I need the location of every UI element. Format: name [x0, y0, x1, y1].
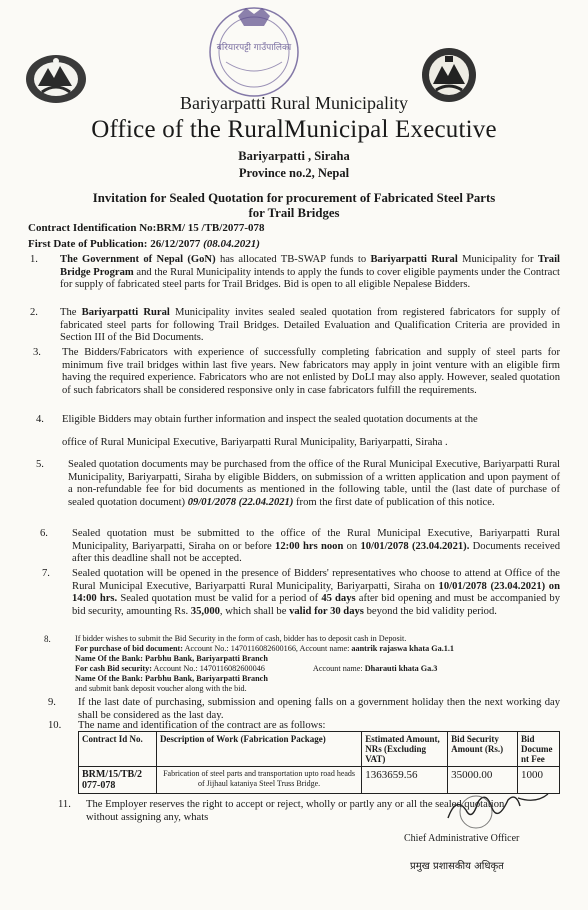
item-number-1: 1. — [30, 254, 38, 265]
item-11: The Employer reserves the right to accept or reject, wholly or partly any or all the sealed quotation without assigning any, whats — [86, 799, 505, 823]
item-6: Sealed quotation must be submitted to the office of the Rural Municipal Executive, Bariyarpatti Rural Municipality, Bariyarpatti, Siraha on or before 12:00 hrs noon on 10/01/2078 (23.04.2021). Documents received after this deadline shall not be accepted. — [72, 528, 560, 565]
seal-text: बरियारपट्टी गाउँपालिका — [216, 43, 292, 53]
cell-bid-security: 35000.00 — [448, 767, 518, 794]
item-number-8: 8. — [44, 634, 51, 644]
item-10: The name and identification of the contract are as follows: — [78, 720, 326, 731]
municipality-name: Bariyarpatti Rural Municipality — [180, 93, 408, 113]
item-4b: office of Rural Municipal Executive, Bariyarpatti Rural Municipality, Bariyarpatti, Siraha . — [62, 437, 448, 448]
item-number-4: 4. — [36, 414, 44, 425]
cell-description: Fabrication of steel parts and transportation upto road heads of Jijhaul kataniya Steel Truss Bridge. — [156, 767, 361, 794]
signatory-title: Chief Administrative Officer — [404, 833, 520, 844]
item-number-11: 11. — [58, 799, 71, 810]
item-8: If bidder wishes to submit the Bid Security in the form of cash, bidder has to deposit cash in Deposit. For purchase of bid document: Account No.: 1470116082600166, Account name: aantrik rajaswa khata Ga.1.1 Name Of the Bank: Parbhu Bank, Bariyarpatti Branch For cash Bid security: Account No.: 1470116082600046 Account name: Dharauti khata Ga.3 Name Of the Bank: Parbhu Bank, Bariyarpatti Branch and submit bank deposit voucher along with the bid. — [75, 634, 454, 693]
cell-bid-doc-fee: 1000 — [517, 767, 559, 794]
item-7: Sealed quotation will be opened in the presence of Bidders' representatives who choose to attend at Office of the Rural Municipal Executive, Bariyarpatti Rural Municipality, Bariyarpatti, Siraha on 10/01/2078 (23.04.2021) on 14:00 hrs. Sealed quotation must be valid for a period of 45 days after bid opening and must be accompanied by bid security, amounting Rs. 35,000, which shall be valid for 30 days beyond the bid validity period. — [72, 568, 561, 617]
item-4a: Eligible Bidders may obtain further information and inspect the sealed quotation documents at the — [62, 414, 478, 425]
table-header-row — [79, 732, 560, 767]
col-description: Description of Work (Fabrication Package) — [156, 732, 361, 767]
item-number-6: 6. — [40, 528, 48, 539]
official-seal-stamp — [188, 0, 320, 102]
col-bid-doc-fee: Bid Docume nt Fee — [517, 732, 559, 767]
cell-contract-id: BRM/15/TB/2 077-078 — [79, 767, 157, 794]
province: Province no.2, Nepal — [238, 166, 350, 180]
item-number-10: 10. — [48, 720, 62, 731]
contract-table — [78, 731, 560, 794]
item-number-7: 7. — [42, 568, 50, 579]
item-number-5: 5. — [36, 459, 44, 470]
item-3: The Bidders/Fabricators with experience of successfully completing fabrication and supply of steel parts for minimum five trail bridges within last five years. New fabricators may apply in joint venture with an eligible firm having the required experience. Fabricators who are not enlisted by DoLI may also apply. However, sealed quotation of such fabricators shall be considered responsive only in case fabricators fulfill the requirements. — [62, 347, 560, 396]
cell-estimated-amount: 1363659.56 — [362, 767, 448, 794]
col-estimated-amount: Estimated Amount, NRs (Excluding VAT) — [362, 732, 448, 767]
notice-title: Invitation for Sealed Quotation for procurement of Fabricated Steel Parts for Trail Bridges — [92, 191, 496, 220]
publication-date: First Date of Publication: 26/12/2077 (08.04.2021) — [28, 238, 260, 250]
item-2: The Bariyarpatti Rural Municipality invites sealed sealed quotation from registered fabricators for supply of fabricated steel parts for following Trail Bridges. Detailed Evaluation and Qualification Criteria are provided in Section III of the Bid Documents. — [60, 307, 560, 344]
col-contract-id: Contract Id No. — [79, 732, 157, 767]
contract-identification: Contract Identification No:BRM/ 15 /TB/2077-078 — [28, 222, 265, 234]
item-number-9: 9. — [48, 697, 56, 708]
item-number-3: 3. — [33, 347, 41, 358]
item-9: If the last date of purchasing, submission and opening falls on a government holiday then the next working day shall be considered as the last day. — [78, 697, 560, 721]
location: Bariyarpatti , Siraha — [238, 149, 350, 163]
office-name: Office of the RuralMunicipal Executive — [91, 116, 497, 143]
item-1: The Government of Nepal (GoN) has allocated TB-SWAP funds to Bariyarpatti Rural Municipality for Trail Bridge Program and the Rural Municipality intends to apply the funds to cover eligible payments under the Contract for supply of fabricated steel parts for Trail Bridges. Bid is open to all eligible Nepalese Bidders. — [60, 254, 561, 291]
signatory-title-nepali: प्रमुख प्रशासकीय अधिकृत — [410, 861, 504, 872]
item-5: Sealed quotation documents may be purchased from the office of the Rural Municipal Executive, Bariyarpatti Rural Municipality, Bariyarpatti, Siraha by eligible Bidders, on submission of a written application and upon payment of a non-refundable fee for bid documents as mentioned in the following table, until the (last date of purchase of sealed quotation document) 09/01/2078 (22.04.2021) from the first date of publication of this notice. — [68, 459, 560, 508]
item-number-2: 2. — [30, 307, 38, 318]
col-bid-security: Bid Security Amount (Rs.) — [448, 732, 518, 767]
